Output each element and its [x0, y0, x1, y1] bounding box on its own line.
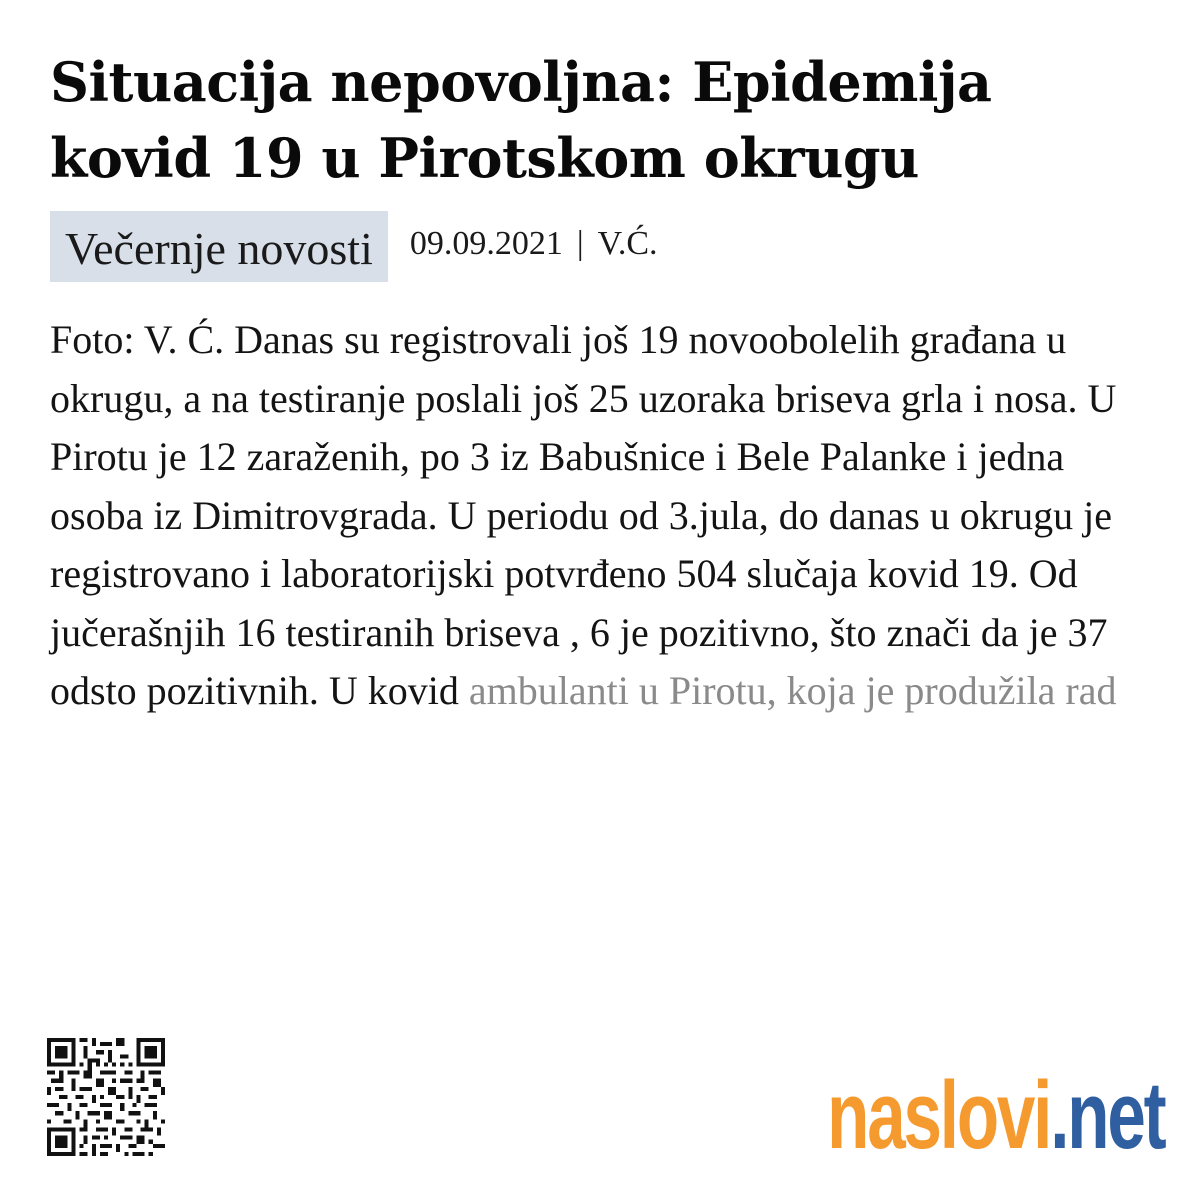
qr-code-icon	[47, 1038, 165, 1156]
article-meta	[50, 211, 658, 283]
meta-info	[410, 211, 658, 264]
publish-date: 09.09.2021	[409, 225, 563, 262]
article-body	[50, 311, 1165, 721]
logo-text-net: .net	[1049, 1062, 1164, 1169]
naslovi-logo[interactable]	[826, 1062, 1164, 1169]
article-text	[50, 311, 1165, 721]
source-badge[interactable]: Večernje novosti	[50, 211, 388, 282]
article-text-faded: ambulanti u Pirotu, koja je produžila rad	[468, 668, 1117, 713]
logo-text-naslovi: naslovi	[826, 1062, 1050, 1169]
meta-separator: |	[576, 225, 584, 262]
author: V.Ć.	[597, 225, 658, 262]
article-title: Situacija nepovoljna: Epidemija kovid 19 u Pirotskom okrugu	[50, 50, 992, 190]
article-text-main: Foto: V. Ć. Danas su registrovali još 19 novoobolelih građana u okrugu, a na testiranje poslali još 25 uzoraka briseva grla i nosa. U Pirotu je 12 zaraženih, po 3 iz Babušnice i Bele Palanke i jedna osoba iz Dimitrovgrada. U periodu od 3.jula, do danas u okrugu je registrovano i laboratorijski potvrđeno 504 slučaja kovid 19. Od jučerašnjih 16 testiranih briseva , 6 je pozitivno, što znači da je 37 odsto pozitivnih. U kovid	[50, 317, 1117, 713]
